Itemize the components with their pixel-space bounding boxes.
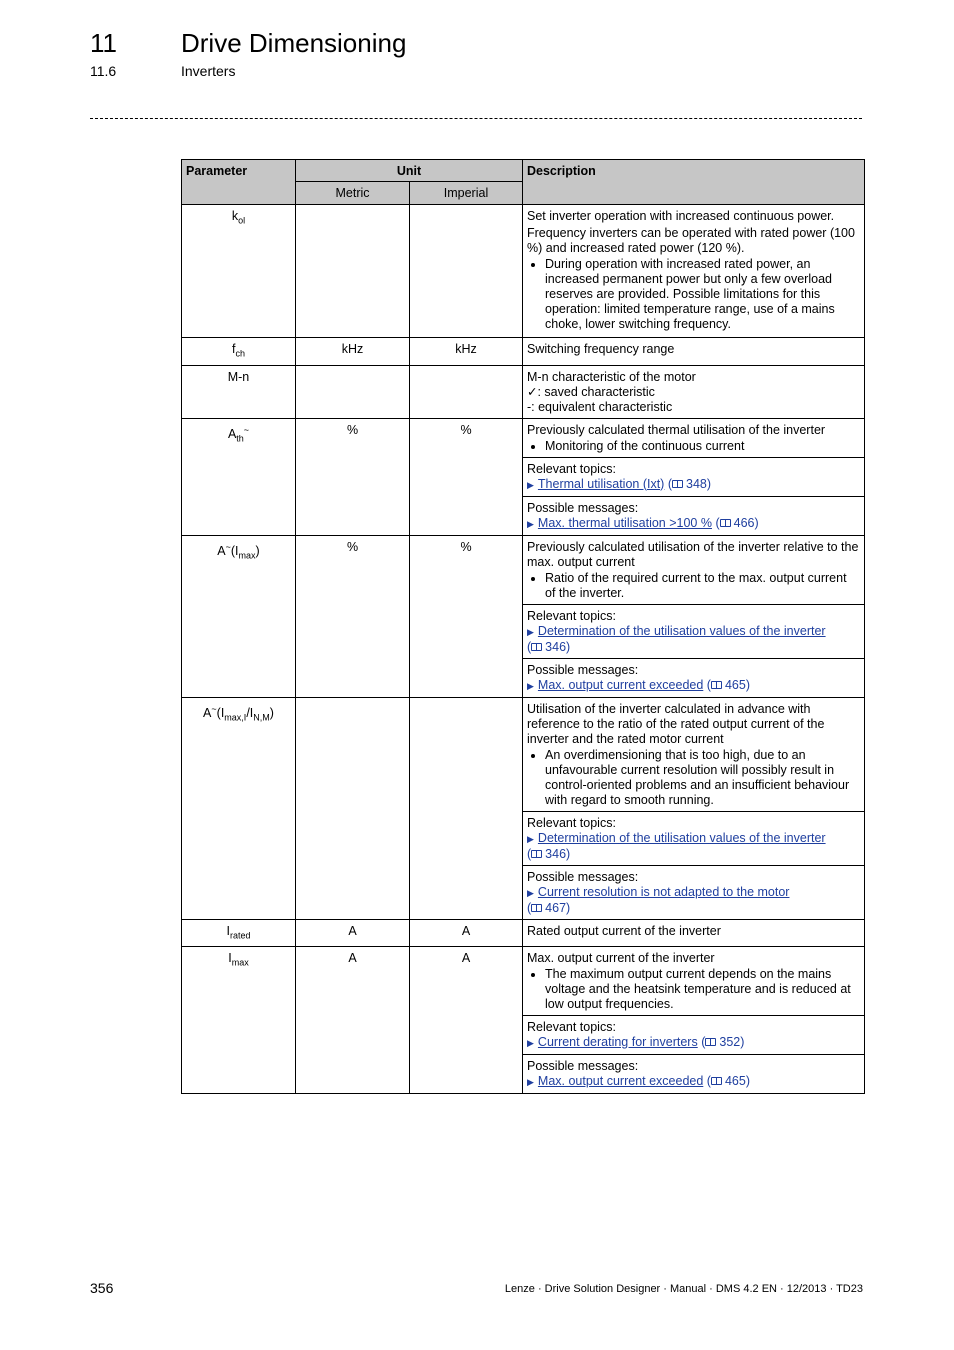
description-cell: Rated output current of the inverter <box>523 919 865 947</box>
param-cell: $A_{th}^\sim$ <box>182 418 296 535</box>
header-unit: Unit <box>296 160 523 182</box>
table-row <box>182 338 865 366</box>
header-description: Description <box>523 160 865 205</box>
topic-link[interactable]: Determination of the utilisation values of the inverter <box>537 830 826 845</box>
imperial-cell: A <box>410 919 523 947</box>
metric-cell: A <box>296 947 410 1094</box>
topic-link[interactable]: Determination of the utilisation values of the inverter <box>537 623 826 638</box>
table-row <box>182 947 865 1016</box>
section-number: 11.6 <box>90 63 117 79</box>
arrow-right-icon: ▶ <box>527 626 534 637</box>
arrow-right-icon: ▶ <box>527 1077 534 1087</box>
book-icon <box>531 850 542 858</box>
imperial-cell <box>410 697 523 919</box>
metric-cell <box>296 365 410 418</box>
metric-cell: A <box>296 919 410 947</box>
metric-cell: % <box>296 535 410 697</box>
book-icon <box>711 681 722 689</box>
page-number: 356 <box>90 1280 114 1296</box>
footer-doc-info: Lenze · Drive Solution Designer · Manual · DMS 4.2 EN · 12/2013 · TD23 <box>504 1283 863 1295</box>
possible-messages-cell: Possible messages: ▶ Max. thermal utilisation >100 % ( 466) <box>523 496 865 535</box>
header-divider <box>90 118 862 119</box>
message-link[interactable]: Max. output current exceeded <box>537 677 704 692</box>
table-row <box>182 697 865 811</box>
arrow-right-icon: ▶ <box>527 680 534 691</box>
imperial-cell <box>410 365 523 418</box>
header-parameter: Parameter <box>182 160 296 205</box>
table-row <box>182 919 865 947</box>
arrow-right-icon: ▶ <box>527 518 534 529</box>
table-row <box>182 205 865 338</box>
description-cell: Switching frequency range <box>523 338 865 366</box>
parameter-table <box>181 159 865 1094</box>
imperial-cell <box>410 205 523 338</box>
metric-cell <box>296 697 410 919</box>
param-cell: $I_{max}$ <box>182 947 296 1094</box>
relevant-topics-cell: Relevant topics: ▶ Determination of the utilisation values of the inverter ( 346) <box>523 604 865 658</box>
imperial-cell: % <box>410 535 523 697</box>
book-icon <box>720 519 731 527</box>
message-link[interactable]: Current resolution is not adapted to the motor <box>537 884 790 899</box>
relevant-topics-cell: Relevant topics: ▶ Determination of the utilisation values of the inverter ( 346) <box>523 811 865 865</box>
description-cell: Previously calculated utilisation of the inverter relative to the max. output current • Ratio of the required current to the max. output current of the inverter. <box>523 535 865 604</box>
table-row <box>182 365 865 418</box>
possible-messages-cell: Possible messages: ▶ Max. output current exceeded ( 465) <box>523 1055 865 1094</box>
param-cell: $k_{ol}$ <box>182 205 296 338</box>
possible-messages-cell: Possible messages: ▶ Max. output current exceeded ( 465) <box>523 658 865 697</box>
message-link[interactable]: Max. thermal utilisation >100 % <box>537 515 712 530</box>
book-icon <box>705 1038 716 1046</box>
param-cell: M-n <box>182 365 296 418</box>
metric-cell: % <box>296 418 410 535</box>
relevant-topics-cell: Relevant topics: ▶ Thermal utilisation (Ixt) ( 348) <box>523 457 865 496</box>
header-metric: Metric <box>296 182 410 205</box>
book-icon <box>711 1077 722 1085</box>
description-cell: Set inverter operation with increased continuous power. Frequency inverters can be operated with rated power (100 %) and increased rated power (120 %). • During operation with increased rated power, an increased permanent power but only a few overload reserves are provided. Possible limitations for this operation: limited temperature range, use of a mains choke, lower switching frequency. <box>523 205 865 338</box>
imperial-cell: A <box>410 947 523 1094</box>
description-cell: Max. output current of the inverter • The maximum output current depends on the mains voltage and the heatsink temperature and is reduced at low output frequencies. <box>523 947 865 1016</box>
arrow-right-icon: ▶ <box>527 833 534 844</box>
arrow-right-icon: ▶ <box>527 479 534 490</box>
description-cell: Previously calculated thermal utilisation of the inverter • Monitoring of the continuous current <box>523 418 865 457</box>
topic-link[interactable]: Thermal utilisation (Ixt) <box>537 476 665 491</box>
header-imperial: Imperial <box>410 182 523 205</box>
table-row <box>182 418 865 457</box>
chapter-title: Drive Dimensioning <box>181 28 407 58</box>
param-cell: $f_{ch}$ <box>182 338 296 366</box>
param-cell: $A^\sim(I_{max})$ <box>182 535 296 697</box>
book-icon <box>531 904 542 912</box>
table-row <box>182 535 865 604</box>
message-link[interactable]: Max. output current exceeded <box>537 1074 704 1088</box>
book-icon <box>672 480 683 488</box>
topic-link[interactable]: Current derating for inverters <box>537 1035 698 1049</box>
metric-cell <box>296 205 410 338</box>
param-cell: $I_{rated}$ <box>182 919 296 947</box>
description-cell: M-n characteristic of the motor ✓: saved characteristic -: equivalent characteristic <box>523 365 865 418</box>
checkmark-icon: ✓ <box>527 384 538 399</box>
book-icon <box>531 643 542 651</box>
imperial-cell: kHz <box>410 338 523 366</box>
param-cell: $A^\sim(I_{max,I}/I_{N,M})$ <box>182 697 296 919</box>
arrow-right-icon: ▶ <box>527 887 534 898</box>
chapter-number: 11 <box>90 28 117 58</box>
imperial-cell: % <box>410 418 523 535</box>
relevant-topics-cell: Relevant topics: ▶ Current derating for inverters ( 352) <box>523 1016 865 1055</box>
section-title: Inverters <box>181 63 236 79</box>
possible-messages-cell: Possible messages: ▶ Current resolution is not adapted to the motor ( 467) <box>523 865 865 919</box>
description-cell: Utilisation of the inverter calculated in advance with reference to the ratio of the rated output current of the inverter and the rated motor current • An overdimensioning that is too high, due to an unfavourable current resolution will possibly result in control-oriented problems and an insufficient behaviour with regard to smooth running. <box>523 697 865 811</box>
metric-cell: kHz <box>296 338 410 366</box>
arrow-right-icon: ▶ <box>527 1038 534 1048</box>
